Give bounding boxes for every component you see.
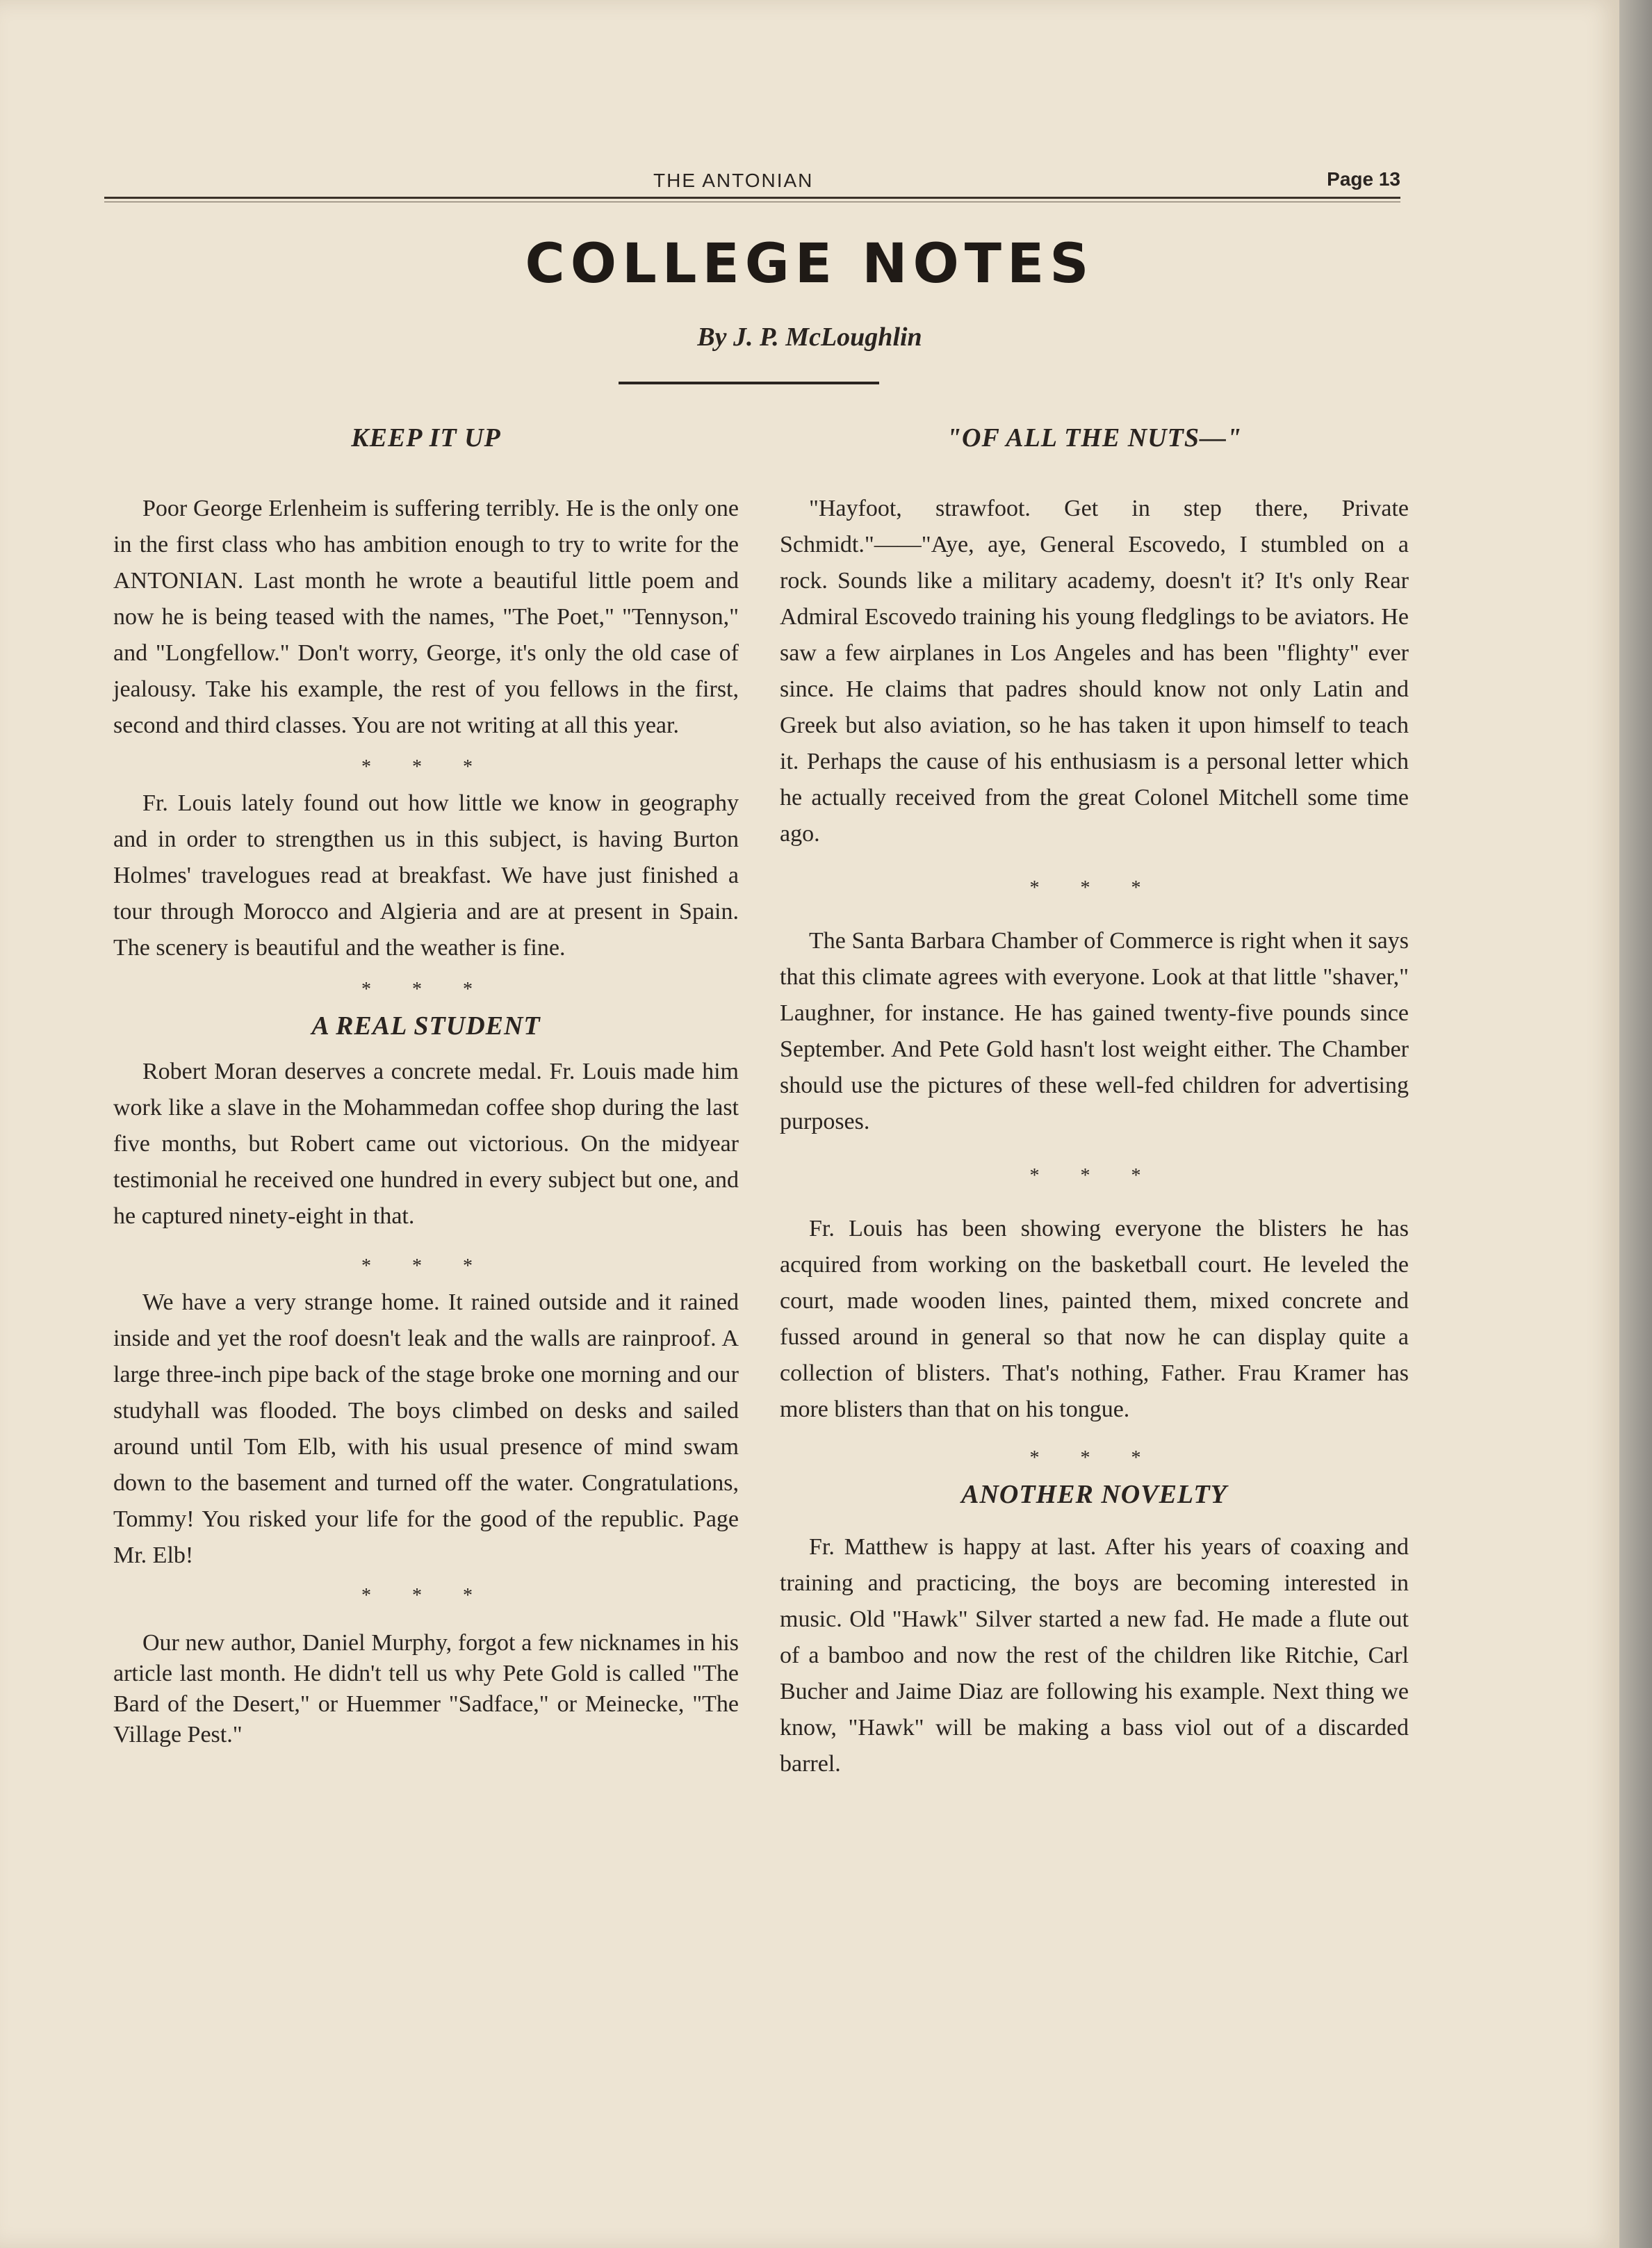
publication-name: THE ANTONIAN	[653, 170, 814, 191]
page-edge	[1619, 0, 1652, 2248]
header-rule	[104, 197, 1400, 199]
section-separator: * * *	[361, 979, 491, 1000]
article-paragraph: The Santa Barbara Chamber of Commerce is right when it says that this climate agrees with everyone. Look at that little "shaver," Laughner, for instance. He has gained twenty-five pounds since September. And Pete Gold hasn't lost weight either. The Chamber should use the pictures of these well-fed children for advertising purposes.	[780, 928, 1409, 1134]
article-paragraph: Poor George Erlenheim is suffering terribly. He is the only one in the first class who has ambition enough to try to write for the ANTONIAN. Last month he wrote a beautiful little poem and now he is being teased with the names, "The Poet," "Tennyson," and "Longfellow." Don't worry, George, it's only the old case of jealousy. Take his example, the rest of you fellows in the first, second and third classes. You are not writing at all this year.	[113, 496, 739, 738]
section-heading-a-real-student: A REAL STUDENT	[311, 1011, 541, 1041]
article-paragraph: Fr. Matthew is happy at last. After his years of coaxing and training and practicing, the boys are becoming interested in music. Old "Hawk" Silver started a new fad. He made a flute out of a bamboo and now the rest of the children like Ritchie, Carl Bucher and Jaime Diaz are following his example. Next thing we know, "Hawk" will be making a bass viol out of a discarded barrel.	[780, 1534, 1409, 1777]
section-separator: * * *	[361, 1255, 491, 1277]
section-separator: * * *	[361, 1585, 491, 1606]
article-paragraph: "Hayfoot, strawfoot. Get in step there, Private Schmidt."——"Aye, aye, General Escovedo, I stumbled on a rock. Sounds like a military academy, doesn't it? It's only Rear Admiral Escovedo training his young fledglings to be aviators. He saw a few airplanes in Los Angeles and has been "flighty" ever since. He claims that padres should know not only Latin and Greek but also aviation, so he has taken it upon himself to teach it. Perhaps the cause of his enthusiasm is a personal letter which he actually received from the great Colonel Mitchell some time ago.	[780, 496, 1409, 847]
byline: By J. P. McLoughlin	[697, 323, 922, 352]
section-separator: * * *	[1029, 1447, 1159, 1469]
left-column	[113, 410, 739, 1750]
page-title: COLLEGE NOTES	[525, 233, 1095, 295]
section-heading-of-all-the-nuts: "OF ALL THE NUTS—"	[946, 423, 1243, 453]
article-paragraph: We have a very strange home. It rained outside and it rained inside and yet the roof doesn't leak and the walls are rainproof. A large three-inch pipe back of the stage broke one morning and our studyhall was flooded. The boys climbed on desks and sailed around until Tom Elb, with his usual presence of mind swam down to the basement and turned off the water. Congratulations, Tommy! You risked your life for the good of the republic. Page Mr. Elb!	[113, 1289, 739, 1568]
title-divider	[619, 382, 879, 384]
section-heading-another-novelty: ANOTHER NOVELTY	[961, 1480, 1227, 1509]
right-column	[780, 410, 1409, 1782]
article-paragraph: Fr. Louis lately found out how little we know in geography and in order to strengthen us in this subject, is having Burton Holmes' travelogues read at breakfast. We have just finished a tour through Morocco and Algieria and are at present in Spain. The scenery is beautiful and the weather is fine.	[113, 790, 739, 961]
section-separator: * * *	[1029, 877, 1159, 899]
article-paragraph: Fr. Louis has been showing everyone the blisters he has acquired from working on the basketball court. He leveled the court, made wooden lines, painted them, mixed concrete and fussed around in general so that now he can display quite a collection of blisters. That's nothing, Father. Frau Kramer has more blisters than that on his tongue.	[780, 1216, 1409, 1422]
running-header	[104, 167, 1400, 195]
page-number: Page 13	[1327, 168, 1400, 190]
section-separator: * * *	[361, 756, 491, 778]
article-paragraph: Robert Moran deserves a concrete medal. Fr. Louis made him work like a slave in the Mohammedan coffee shop during the last five months, but Robert came out victorious. On the midyear testimonial he received one hundred in every subject but one, and he captured ninety-eight in that.	[113, 1059, 739, 1229]
section-heading-keep-it-up: KEEP IT UP	[351, 423, 501, 453]
section-separator: * * *	[1029, 1165, 1159, 1187]
article-paragraph: Our new author, Daniel Murphy, forgot a few nicknames in his article last month. He didn't tell us why Pete Gold is called "The Bard of the Desert," or Huemmer "Sadface," or Meinecke, "The Village Pest."	[113, 1630, 739, 1748]
